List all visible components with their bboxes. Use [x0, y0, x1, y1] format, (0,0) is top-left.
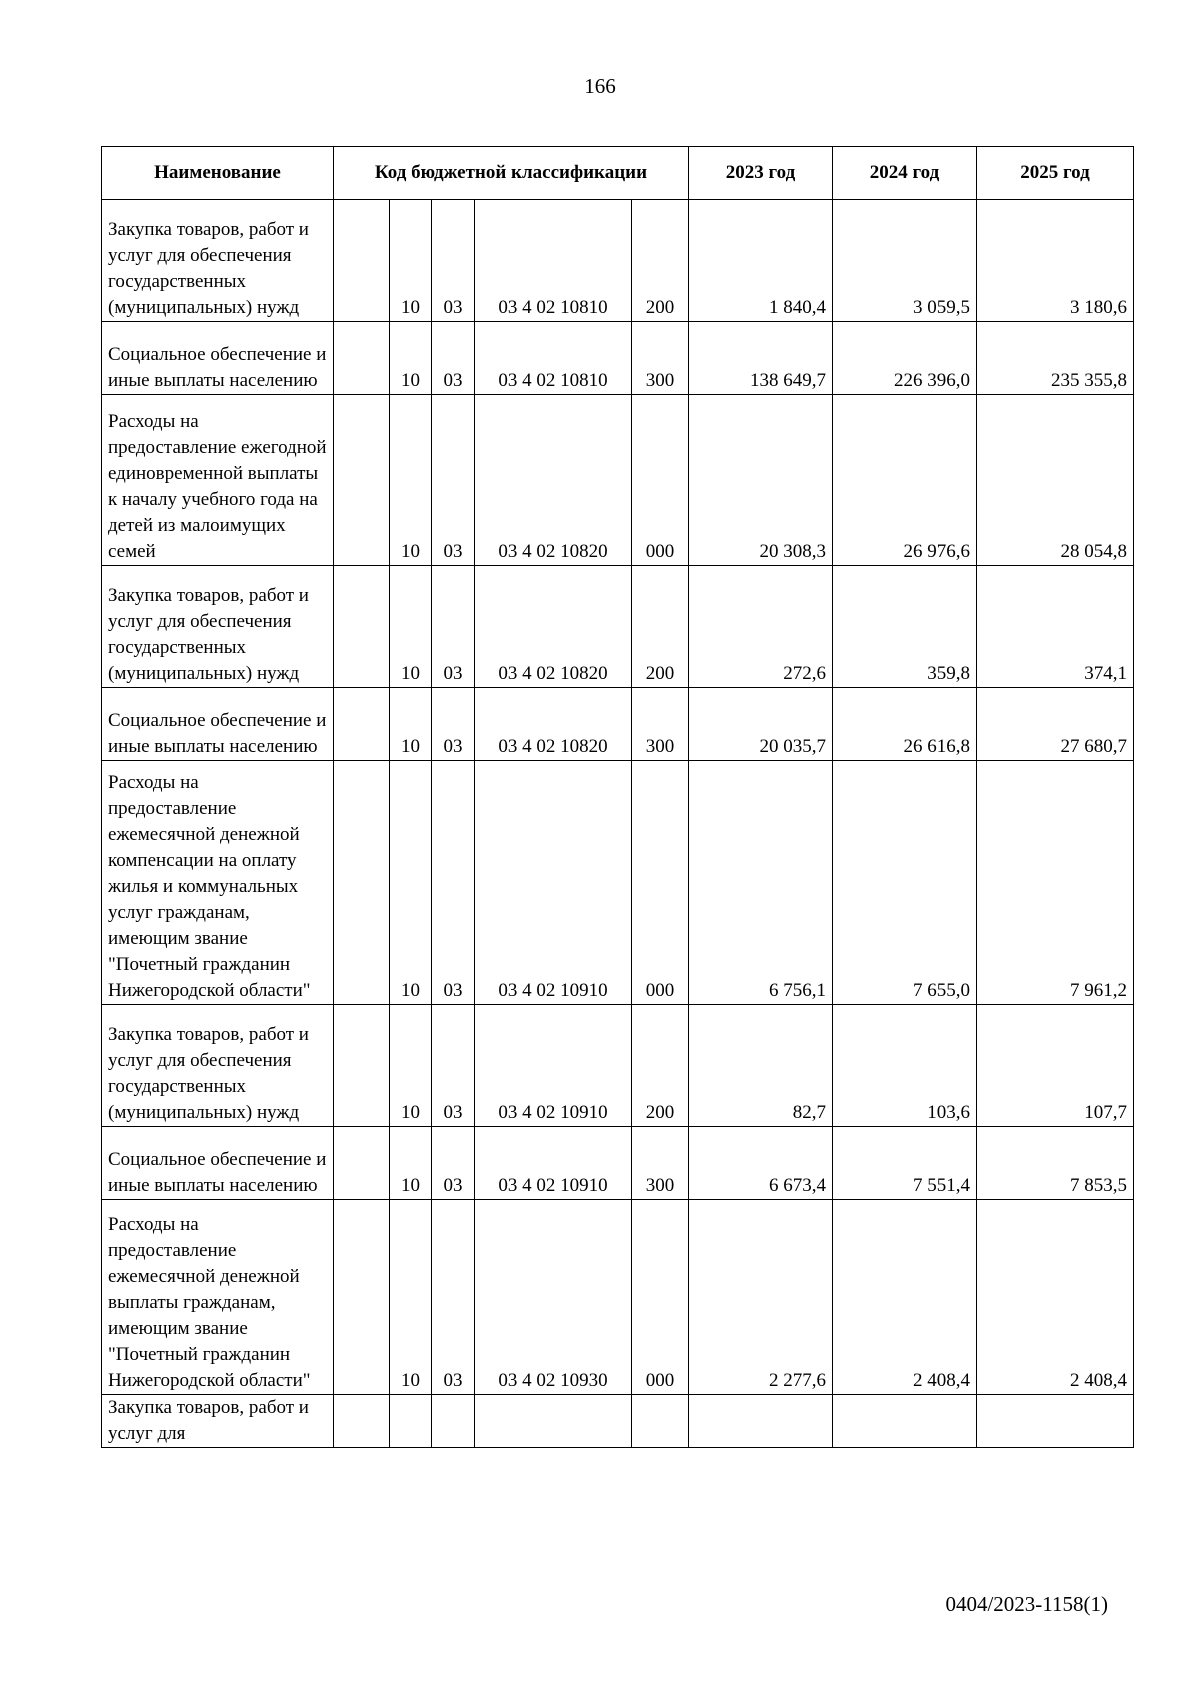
value-2023-cell: 6 756,1 — [689, 761, 833, 1005]
code-section-cell: 10 — [390, 1200, 432, 1395]
value-2024-cell: 7 655,0 — [833, 761, 977, 1005]
code-type-cell: 300 — [632, 322, 689, 395]
code-section-cell: 10 — [390, 761, 432, 1005]
header-2024: 2024 год — [833, 147, 977, 200]
code-subsection-cell: 03 — [432, 395, 475, 566]
row-name-cell: Закупка товаров, работ и услуг для обеспечения государственных (муниципальных) нужд — [102, 566, 334, 688]
header-2023: 2023 год — [689, 147, 833, 200]
value-2025-cell: 374,1 — [977, 566, 1134, 688]
row-name-cell: Закупка товаров, работ и услуг для обеспечения государственных (муниципальных) нужд — [102, 1005, 334, 1127]
row-name-cell: Закупка товаров, работ и услуг для обеспечения государственных (муниципальных) нужд — [102, 200, 334, 322]
code-cell-1 — [334, 1005, 390, 1127]
code-target-cell: 03 4 02 10810 — [475, 200, 632, 322]
code-subsection-cell: 03 — [432, 566, 475, 688]
value-2025-cell: 2 408,4 — [977, 1200, 1134, 1395]
table-row — [102, 1395, 1134, 1448]
code-cell-1 — [334, 395, 390, 566]
budget-table — [101, 146, 1134, 1448]
code-section-cell: 10 — [390, 688, 432, 761]
row-name-cell: Расходы на предоставление ежемесячной денежной компенсации на оплату жилья и коммунальных услуг гражданам, имеющим звание "Почетный гражданин Нижегородской области" — [102, 761, 334, 1005]
value-2023-cell: 20 035,7 — [689, 688, 833, 761]
code-target-cell: 03 4 02 10820 — [475, 395, 632, 566]
value-2023-cell: 2 277,6 — [689, 1200, 833, 1395]
table-row — [102, 1005, 1134, 1127]
code-cell-1 — [334, 1395, 390, 1448]
code-type-cell: 000 — [632, 395, 689, 566]
value-2025-cell: 27 680,7 — [977, 688, 1134, 761]
code-type-cell: 200 — [632, 1005, 689, 1127]
value-2023-cell: 20 308,3 — [689, 395, 833, 566]
code-subsection-cell: 03 — [432, 1005, 475, 1127]
code-target-cell: 03 4 02 10810 — [475, 322, 632, 395]
value-2024-cell: 103,6 — [833, 1005, 977, 1127]
code-subsection-cell: 03 — [432, 761, 475, 1005]
value-2025-cell: 28 054,8 — [977, 395, 1134, 566]
code-section-cell: 10 — [390, 395, 432, 566]
code-subsection-cell: 03 — [432, 1127, 475, 1200]
value-2025-cell — [977, 1395, 1134, 1448]
code-target-cell — [475, 1395, 632, 1448]
value-2025-cell: 235 355,8 — [977, 322, 1134, 395]
code-type-cell: 000 — [632, 761, 689, 1005]
value-2024-cell: 26 616,8 — [833, 688, 977, 761]
value-2024-cell: 7 551,4 — [833, 1127, 977, 1200]
code-section-cell: 10 — [390, 200, 432, 322]
row-name-cell: Социальное обеспечение и иные выплаты населению — [102, 322, 334, 395]
header-name: Наименование — [102, 147, 334, 200]
code-cell-1 — [334, 200, 390, 322]
code-section-cell — [390, 1395, 432, 1448]
code-target-cell: 03 4 02 10930 — [475, 1200, 632, 1395]
table-row — [102, 200, 1134, 322]
row-name-cell: Расходы на предоставление ежегодной единовременной выплаты к началу учебного года на детей из малоимущих семей — [102, 395, 334, 566]
code-type-cell — [632, 1395, 689, 1448]
value-2023-cell: 1 840,4 — [689, 200, 833, 322]
row-name-cell: Социальное обеспечение и иные выплаты населению — [102, 688, 334, 761]
header-code: Код бюджетной классификации — [334, 147, 689, 200]
value-2024-cell: 226 396,0 — [833, 322, 977, 395]
value-2024-cell: 26 976,6 — [833, 395, 977, 566]
code-subsection-cell: 03 — [432, 322, 475, 395]
code-section-cell: 10 — [390, 1005, 432, 1127]
table-row — [102, 688, 1134, 761]
code-type-cell: 200 — [632, 200, 689, 322]
code-type-cell: 200 — [632, 566, 689, 688]
row-name-cell: Закупка товаров, работ и услуг для — [102, 1395, 334, 1448]
code-cell-1 — [334, 566, 390, 688]
code-target-cell: 03 4 02 10820 — [475, 688, 632, 761]
code-section-cell: 10 — [390, 322, 432, 395]
table-row — [102, 1200, 1134, 1395]
value-2025-cell: 7 853,5 — [977, 1127, 1134, 1200]
row-name-cell: Социальное обеспечение и иные выплаты населению — [102, 1127, 334, 1200]
code-cell-1 — [334, 761, 390, 1005]
code-type-cell: 300 — [632, 688, 689, 761]
value-2023-cell: 138 649,7 — [689, 322, 833, 395]
table-row — [102, 322, 1134, 395]
value-2024-cell: 359,8 — [833, 566, 977, 688]
table-header-row — [102, 147, 1134, 200]
table-row — [102, 761, 1134, 1005]
code-cell-1 — [334, 1127, 390, 1200]
table-row — [102, 395, 1134, 566]
value-2025-cell: 107,7 — [977, 1005, 1134, 1127]
value-2024-cell: 2 408,4 — [833, 1200, 977, 1395]
value-2023-cell: 82,7 — [689, 1005, 833, 1127]
page-number: 166 — [584, 74, 616, 98]
header-2025: 2025 год — [977, 147, 1134, 200]
value-2023-cell: 6 673,4 — [689, 1127, 833, 1200]
row-name-cell: Расходы на предоставление ежемесячной денежной выплаты гражданам, имеющим звание "Почетный гражданин Нижегородской области" — [102, 1200, 334, 1395]
value-2024-cell — [833, 1395, 977, 1448]
table-row — [102, 1127, 1134, 1200]
code-section-cell: 10 — [390, 566, 432, 688]
value-2023-cell: 272,6 — [689, 566, 833, 688]
code-target-cell: 03 4 02 10820 — [475, 566, 632, 688]
code-type-cell: 300 — [632, 1127, 689, 1200]
value-2023-cell — [689, 1395, 833, 1448]
code-type-cell: 000 — [632, 1200, 689, 1395]
code-subsection-cell — [432, 1395, 475, 1448]
value-2024-cell: 3 059,5 — [833, 200, 977, 322]
code-subsection-cell: 03 — [432, 688, 475, 761]
code-target-cell: 03 4 02 10910 — [475, 1127, 632, 1200]
code-subsection-cell: 03 — [432, 1200, 475, 1395]
code-subsection-cell: 03 — [432, 200, 475, 322]
code-section-cell: 10 — [390, 1127, 432, 1200]
table-body — [102, 200, 1134, 1448]
code-target-cell: 03 4 02 10910 — [475, 1005, 632, 1127]
code-cell-1 — [334, 322, 390, 395]
value-2025-cell: 3 180,6 — [977, 200, 1134, 322]
code-cell-1 — [334, 688, 390, 761]
table-row — [102, 566, 1134, 688]
document-code: 0404/2023-1158(1) — [945, 1592, 1108, 1616]
value-2025-cell: 7 961,2 — [977, 761, 1134, 1005]
code-target-cell: 03 4 02 10910 — [475, 761, 632, 1005]
code-cell-1 — [334, 1200, 390, 1395]
